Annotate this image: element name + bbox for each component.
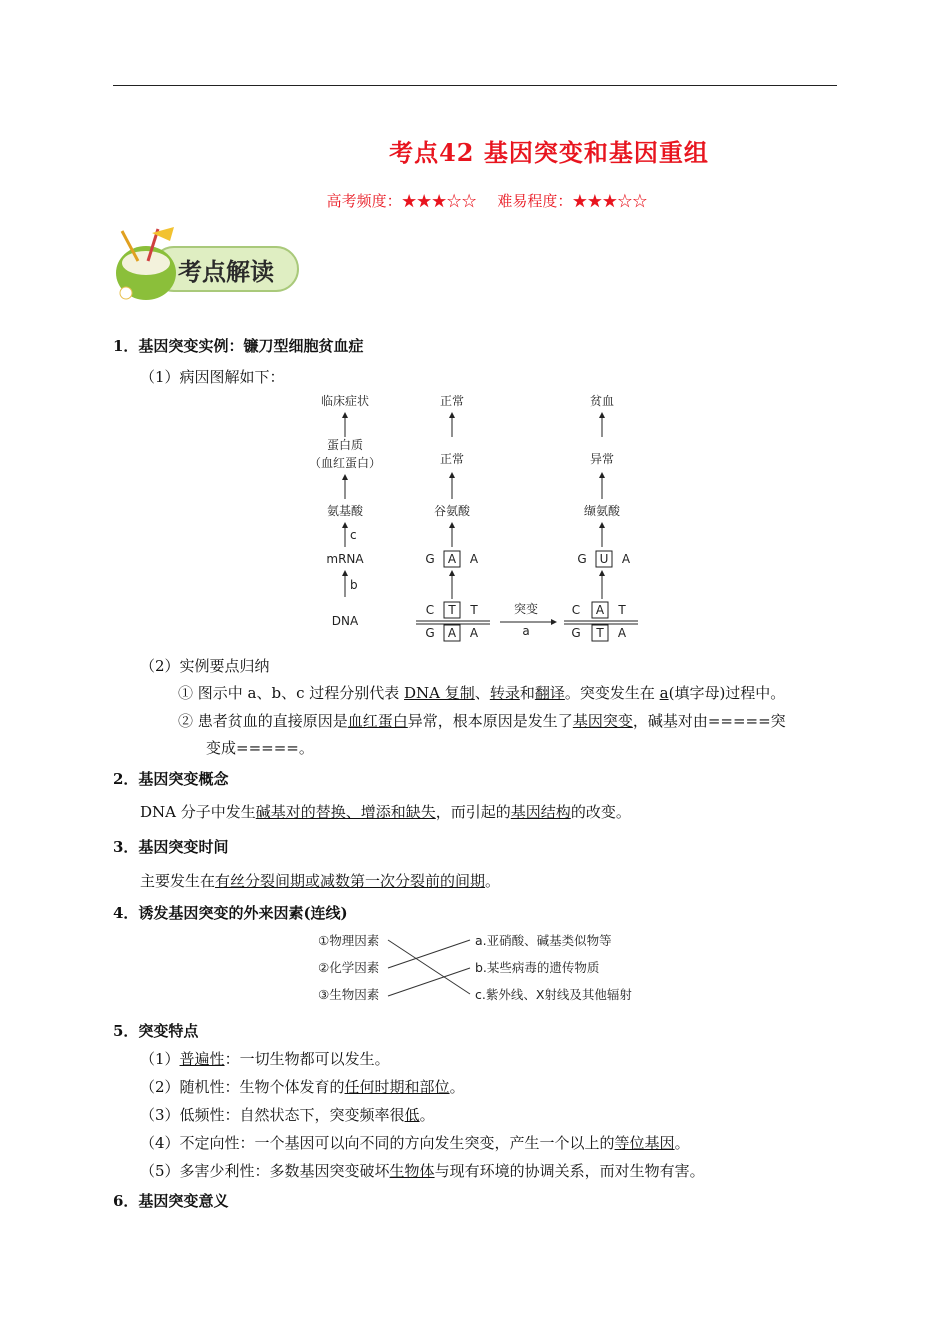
dg-a: a	[522, 624, 530, 638]
dg-c3-d2: A	[595, 603, 605, 617]
section-6-heading: 6．基因突变意义	[113, 1192, 229, 1210]
dg-c2-d5: A	[447, 626, 457, 640]
section-4-heading: 4．诱发基因突变的外来因素(连线)	[113, 904, 348, 922]
summary-item-1: ① 图示中 a、b、c 过程分别代表 DNA 复制、转录和翻译。突变发生在 a(填字母)过程中。	[178, 684, 786, 702]
dg-c3-d3: T	[618, 603, 626, 617]
section-2-heading: 2．基因突变概念	[113, 770, 229, 788]
badge-label: 考点解读	[178, 257, 274, 286]
dg-c1-b: b	[350, 578, 358, 592]
dg-c3-val: 缬氨酸	[583, 504, 621, 518]
difficulty-level: 难易程度：★★★☆☆	[497, 192, 648, 210]
factor-right-c: c.紫外线、X射线及其他辐射	[475, 987, 632, 1002]
dg-c2-normal2: 正常	[439, 452, 465, 466]
dg-c3-m1: G	[577, 552, 587, 566]
top-rule	[113, 85, 837, 86]
dg-c1-aminoacid: 氨基酸	[326, 504, 364, 518]
dg-c2-m2: A	[447, 552, 457, 566]
dg-c2-d6: A	[469, 626, 479, 640]
factor-left-1: ①物理因素	[318, 933, 380, 948]
dg-c3-abnormal: 异常	[589, 452, 615, 466]
feature-1: （1）普遍性：一切生物都可以发生。	[140, 1050, 390, 1068]
dg-c1-hemoglobin: （血红蛋白）	[308, 456, 382, 470]
factor-matching-diagram	[310, 928, 650, 1008]
section-1-heading: 1．基因突变实例：镰刀型细胞贫血症	[113, 337, 364, 355]
feature-2: （2）随机性：生物个体发育的任何时期和部位。	[140, 1078, 465, 1096]
dg-mutation: 突变	[513, 602, 539, 616]
dg-c2-d4: G	[425, 626, 435, 640]
dg-c1-mrna: mRNA	[326, 552, 364, 566]
dg-c2-normal1: 正常	[439, 394, 465, 408]
section-3-heading: 3．基因突变时间	[113, 838, 229, 856]
dg-c2-d2: T	[448, 603, 456, 617]
feature-3: （3）低频性：自然状态下，突变频率很低。	[140, 1106, 435, 1124]
dg-c1-dna: DNA	[331, 614, 359, 628]
summary-item-2-cont: 变成=====。	[206, 739, 314, 757]
summary-label: （2）实例要点归纳	[140, 657, 270, 675]
dg-c2-d3: T	[470, 603, 478, 617]
dg-c2-d1: C	[425, 603, 435, 617]
factor-left-3: ③生物因素	[318, 987, 380, 1002]
time-text: 主要发生在有丝分裂间期或减数第一次分裂前的间期。	[140, 872, 501, 890]
feature-5: （5）多害少利性：多数基因突变破坏生物体与现有环境的协调关系，而对生物有害。	[140, 1162, 705, 1180]
dg-c3-m3: A	[621, 552, 631, 566]
factor-left-2: ②化学因素	[318, 960, 380, 975]
dg-c3-anemia: 贫血	[589, 394, 615, 408]
summary-item-2: ② 患者贫血的直接原因是血红蛋白异常，根本原因是发生了基因突变，碱基对由=====突	[178, 712, 786, 730]
dg-c2-m3: A	[469, 552, 479, 566]
dg-c1-symptom: 临床症状	[320, 394, 370, 408]
factor-right-a: a.亚硝酸、碱基类似物等	[475, 933, 612, 948]
dg-c1-c: c	[350, 528, 357, 542]
concept-text: DNA 分子中发生碱基对的替换、增添和缺失，而引起的基因结构的改变。	[140, 803, 631, 821]
dg-c3-d5: T	[596, 626, 604, 640]
dg-c2-m1: G	[425, 552, 435, 566]
dg-c2-glu: 谷氨酸	[433, 504, 471, 518]
dg-c1-protein: 蛋白质	[326, 438, 364, 452]
frequency-line	[0, 190, 950, 211]
page-title: 考点42 基因突变和基因重组	[389, 138, 709, 167]
section-5-heading: 5．突变特点	[113, 1022, 199, 1040]
feature-4: （4）不定向性：一个基因可以向不同的方向发生突变，产生一个以上的等位基因。	[140, 1134, 690, 1152]
sickle-cell-diagram	[300, 385, 660, 645]
dg-c3-d4: G	[571, 626, 581, 640]
dg-c3-d6: A	[617, 626, 627, 640]
dg-c3-m2: U	[599, 552, 609, 566]
factor-right-b: b.某些病毒的遗传物质	[475, 960, 600, 975]
dg-c3-d1: C	[571, 603, 581, 617]
gaokao-frequency: 高考频度：★★★☆☆	[326, 192, 477, 210]
cause-label: （1）病因图解如下：	[140, 368, 285, 386]
